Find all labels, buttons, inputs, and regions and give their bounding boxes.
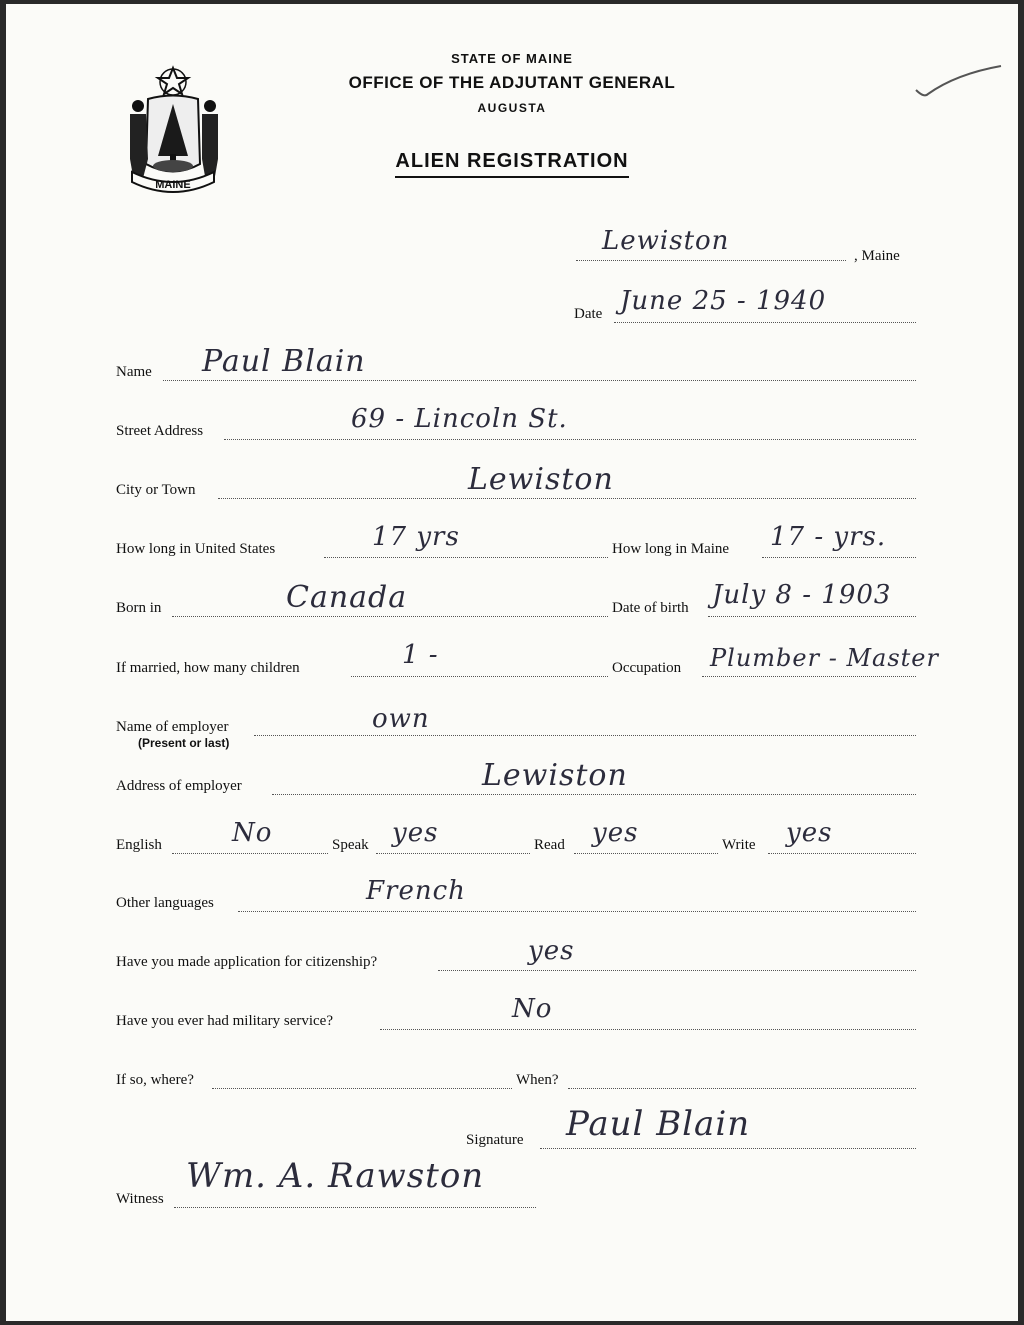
write-value: yes [786, 818, 833, 848]
other-languages-value: French [366, 876, 466, 906]
header-office: OFFICE OF THE ADJUTANT GENERAL [348, 73, 676, 92]
speak-line [376, 853, 530, 854]
employer-value: own [372, 704, 430, 734]
maine-time-value: 17 - yrs. [770, 522, 887, 552]
signature-value: Paul Blain [566, 1104, 751, 1144]
english-value: No [232, 818, 273, 848]
dob-line [708, 616, 916, 617]
date-label: Date [574, 306, 603, 322]
street-value: 69 - Lincoln St. [351, 404, 568, 434]
speak-label: Speak [332, 837, 369, 853]
citizenship-label: Have you made application for citizenship? [116, 954, 378, 970]
read-line [574, 853, 718, 854]
when-label: When? [516, 1072, 559, 1088]
name-label: Name [116, 364, 152, 380]
military-line [380, 1029, 916, 1030]
us-time-value: 17 yrs [372, 522, 460, 552]
occupation-label: Occupation [612, 660, 682, 676]
born-label: Born in [116, 600, 162, 616]
born-value: Canada [286, 580, 408, 615]
write-label: Write [722, 837, 756, 853]
dob-label: Date of birth [612, 600, 689, 616]
employer-address-line [272, 794, 916, 795]
witness-value: Wm. A. Rawston [186, 1156, 485, 1196]
military-label: Have you ever had military service? [116, 1013, 333, 1029]
dob-value: July 8 - 1903 [712, 580, 892, 610]
registration-form-page [6, 4, 1018, 1321]
name-value: Paul Blain [202, 344, 366, 379]
check-mark [906, 64, 1006, 104]
street-line [224, 439, 916, 440]
name-line [163, 380, 916, 381]
town-value: Lewiston [602, 226, 730, 256]
employer-address-value: Lewiston [482, 758, 628, 793]
city-label: City or Town [116, 482, 196, 498]
citizenship-line [438, 970, 916, 971]
write-line [768, 853, 916, 854]
children-value: 1 - [402, 640, 439, 670]
english-label: English [116, 837, 162, 853]
maine-label: , Maine [854, 248, 900, 264]
employer-line [254, 735, 916, 736]
other-languages-line [238, 911, 916, 912]
signature-line [540, 1148, 916, 1149]
military-value: No [512, 994, 553, 1024]
town-line [576, 260, 846, 261]
citizenship-value: yes [528, 936, 575, 966]
us-time-line [324, 557, 608, 558]
employer-sublabel: (Present or last) [138, 736, 230, 750]
witness-line [174, 1207, 536, 1208]
when-line [568, 1088, 916, 1089]
signature-label: Signature [466, 1132, 524, 1148]
where-line [212, 1088, 512, 1089]
english-line [172, 853, 328, 854]
employer-address-label: Address of employer [116, 778, 242, 794]
speak-value: yes [392, 818, 439, 848]
other-languages-label: Other languages [116, 895, 214, 911]
seal-text: MAINE [155, 179, 191, 191]
form-title: ALIEN REGISTRATION [6, 150, 1018, 178]
occupation-value: Plumber - Master [710, 644, 939, 672]
witness-label: Witness [116, 1191, 164, 1207]
born-line [172, 616, 608, 617]
city-line [218, 498, 916, 499]
date-line [614, 322, 916, 323]
header-city: AUGUSTA [477, 101, 547, 115]
maine-time-line [762, 557, 916, 558]
header-state: STATE OF MAINE [451, 51, 573, 66]
maine-time-label: How long in Maine [612, 541, 730, 557]
date-value: June 25 - 1940 [620, 286, 827, 316]
employer-label: Name of employer [116, 719, 229, 735]
us-time-label: How long in United States [116, 541, 276, 557]
read-label: Read [534, 837, 565, 853]
children-line [351, 676, 608, 677]
occupation-line [702, 676, 916, 677]
city-value: Lewiston [468, 462, 614, 497]
children-label: If married, how many children [116, 660, 300, 676]
street-label: Street Address [116, 423, 204, 439]
read-value: yes [592, 818, 639, 848]
where-label: If so, where? [116, 1072, 194, 1088]
